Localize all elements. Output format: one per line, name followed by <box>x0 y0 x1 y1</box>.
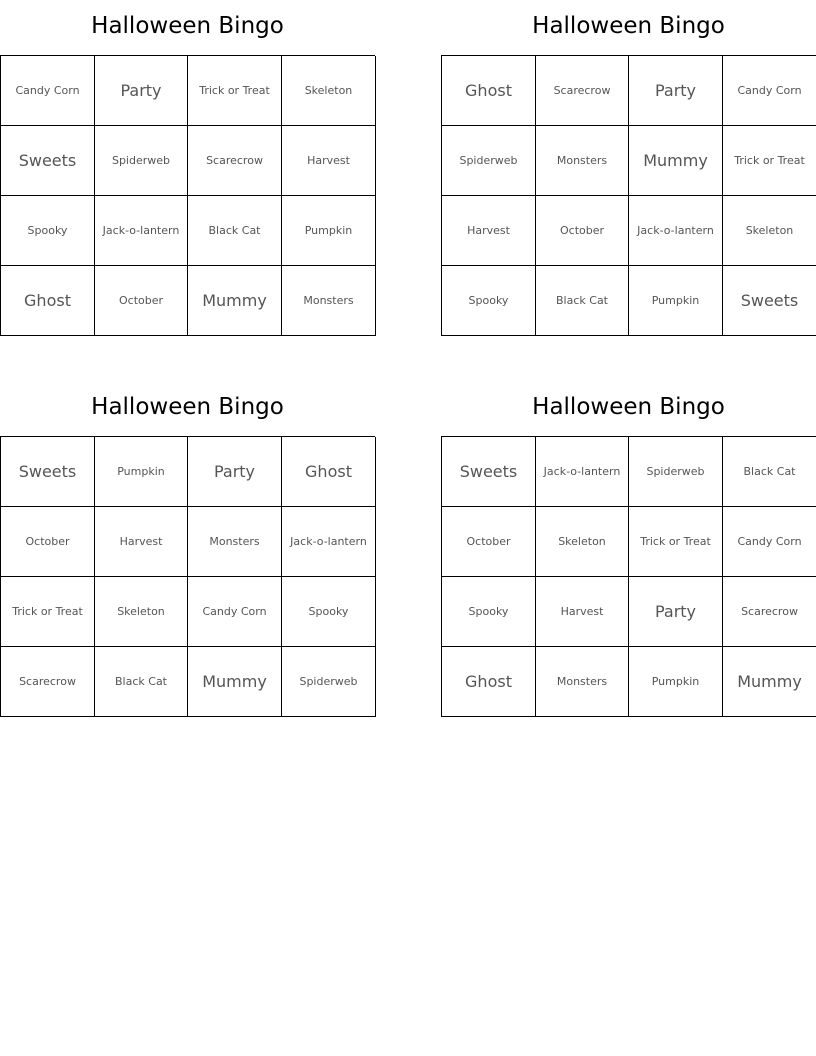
bingo-cell: Spooky <box>1 196 95 266</box>
bingo-cell: Scarecrow <box>1 647 95 717</box>
bingo-cell: Spooky <box>442 577 536 647</box>
bingo-cell: Scarecrow <box>723 577 816 647</box>
bingo-cell: October <box>536 196 629 266</box>
bingo-cell: Pumpkin <box>629 266 723 336</box>
bingo-cell: Party <box>95 56 188 126</box>
bingo-cell: Ghost <box>442 56 536 126</box>
bingo-cell: Spooky <box>442 266 536 336</box>
bingo-cell: October <box>442 507 536 577</box>
bingo-cell: Spooky <box>282 577 376 647</box>
bingo-cell: Skeleton <box>723 196 816 266</box>
bingo-card-3 <box>0 381 375 717</box>
bingo-cell: Ghost <box>1 266 95 336</box>
bingo-cell: Monsters <box>536 647 629 717</box>
bingo-card-1 <box>0 0 375 336</box>
bingo-cell: Jack-o-lantern <box>629 196 723 266</box>
bingo-card-4 <box>441 381 816 717</box>
bingo-cell: Spiderweb <box>442 126 536 196</box>
bingo-cell: Pumpkin <box>95 437 188 507</box>
bingo-cell: Ghost <box>442 647 536 717</box>
bingo-cell: Spiderweb <box>95 126 188 196</box>
bingo-cell: Sweets <box>442 437 536 507</box>
bingo-cell: Black Cat <box>188 196 282 266</box>
bingo-cell: Party <box>188 437 282 507</box>
bingo-cell: Skeleton <box>282 56 376 126</box>
bingo-cell: Trick or Treat <box>723 126 816 196</box>
bingo-cell: Party <box>629 56 723 126</box>
bingo-cell: Skeleton <box>95 577 188 647</box>
card-title: Halloween Bingo <box>532 13 725 39</box>
bingo-cell: Mummy <box>629 126 723 196</box>
bingo-cell: Monsters <box>282 266 376 336</box>
bingo-cell: Mummy <box>188 647 282 717</box>
bingo-cell: Scarecrow <box>188 126 282 196</box>
bingo-cell: Sweets <box>1 437 95 507</box>
bingo-grid <box>441 436 816 717</box>
bingo-cell: Jack-o-lantern <box>282 507 376 577</box>
card-title: Halloween Bingo <box>91 394 284 420</box>
bingo-cell: Candy Corn <box>188 577 282 647</box>
bingo-cell: Candy Corn <box>723 56 816 126</box>
bingo-cell: Sweets <box>1 126 95 196</box>
bingo-cell: Monsters <box>188 507 282 577</box>
bingo-cell: Sweets <box>723 266 816 336</box>
bingo-cell: Candy Corn <box>723 507 816 577</box>
bingo-cell: Jack-o-lantern <box>536 437 629 507</box>
bingo-cell: Scarecrow <box>536 56 629 126</box>
bingo-grid <box>441 55 816 336</box>
bingo-cell: Harvest <box>536 577 629 647</box>
bingo-cell: Spiderweb <box>282 647 376 717</box>
bingo-cell: Party <box>629 577 723 647</box>
bingo-cell: Spiderweb <box>629 437 723 507</box>
bingo-cell: Harvest <box>95 507 188 577</box>
bingo-cell: Mummy <box>723 647 816 717</box>
bingo-cell: Jack-o-lantern <box>95 196 188 266</box>
bingo-cell: Mummy <box>188 266 282 336</box>
bingo-cell: Pumpkin <box>629 647 723 717</box>
bingo-grid <box>0 55 375 336</box>
bingo-cell: Monsters <box>536 126 629 196</box>
bingo-cell: Ghost <box>282 437 376 507</box>
bingo-cell: Black Cat <box>95 647 188 717</box>
bingo-cell: Skeleton <box>536 507 629 577</box>
bingo-cell: October <box>95 266 188 336</box>
bingo-cell: Harvest <box>282 126 376 196</box>
bingo-cell: Trick or Treat <box>1 577 95 647</box>
bingo-cell: Harvest <box>442 196 536 266</box>
card-title: Halloween Bingo <box>532 394 725 420</box>
bingo-grid <box>0 436 375 717</box>
bingo-cell: Black Cat <box>536 266 629 336</box>
bingo-cell: October <box>1 507 95 577</box>
bingo-cell: Trick or Treat <box>629 507 723 577</box>
bingo-card-2 <box>441 0 816 336</box>
bingo-cell: Trick or Treat <box>188 56 282 126</box>
bingo-cell: Candy Corn <box>1 56 95 126</box>
bingo-cell: Black Cat <box>723 437 816 507</box>
bingo-cell: Pumpkin <box>282 196 376 266</box>
card-title: Halloween Bingo <box>91 13 284 39</box>
